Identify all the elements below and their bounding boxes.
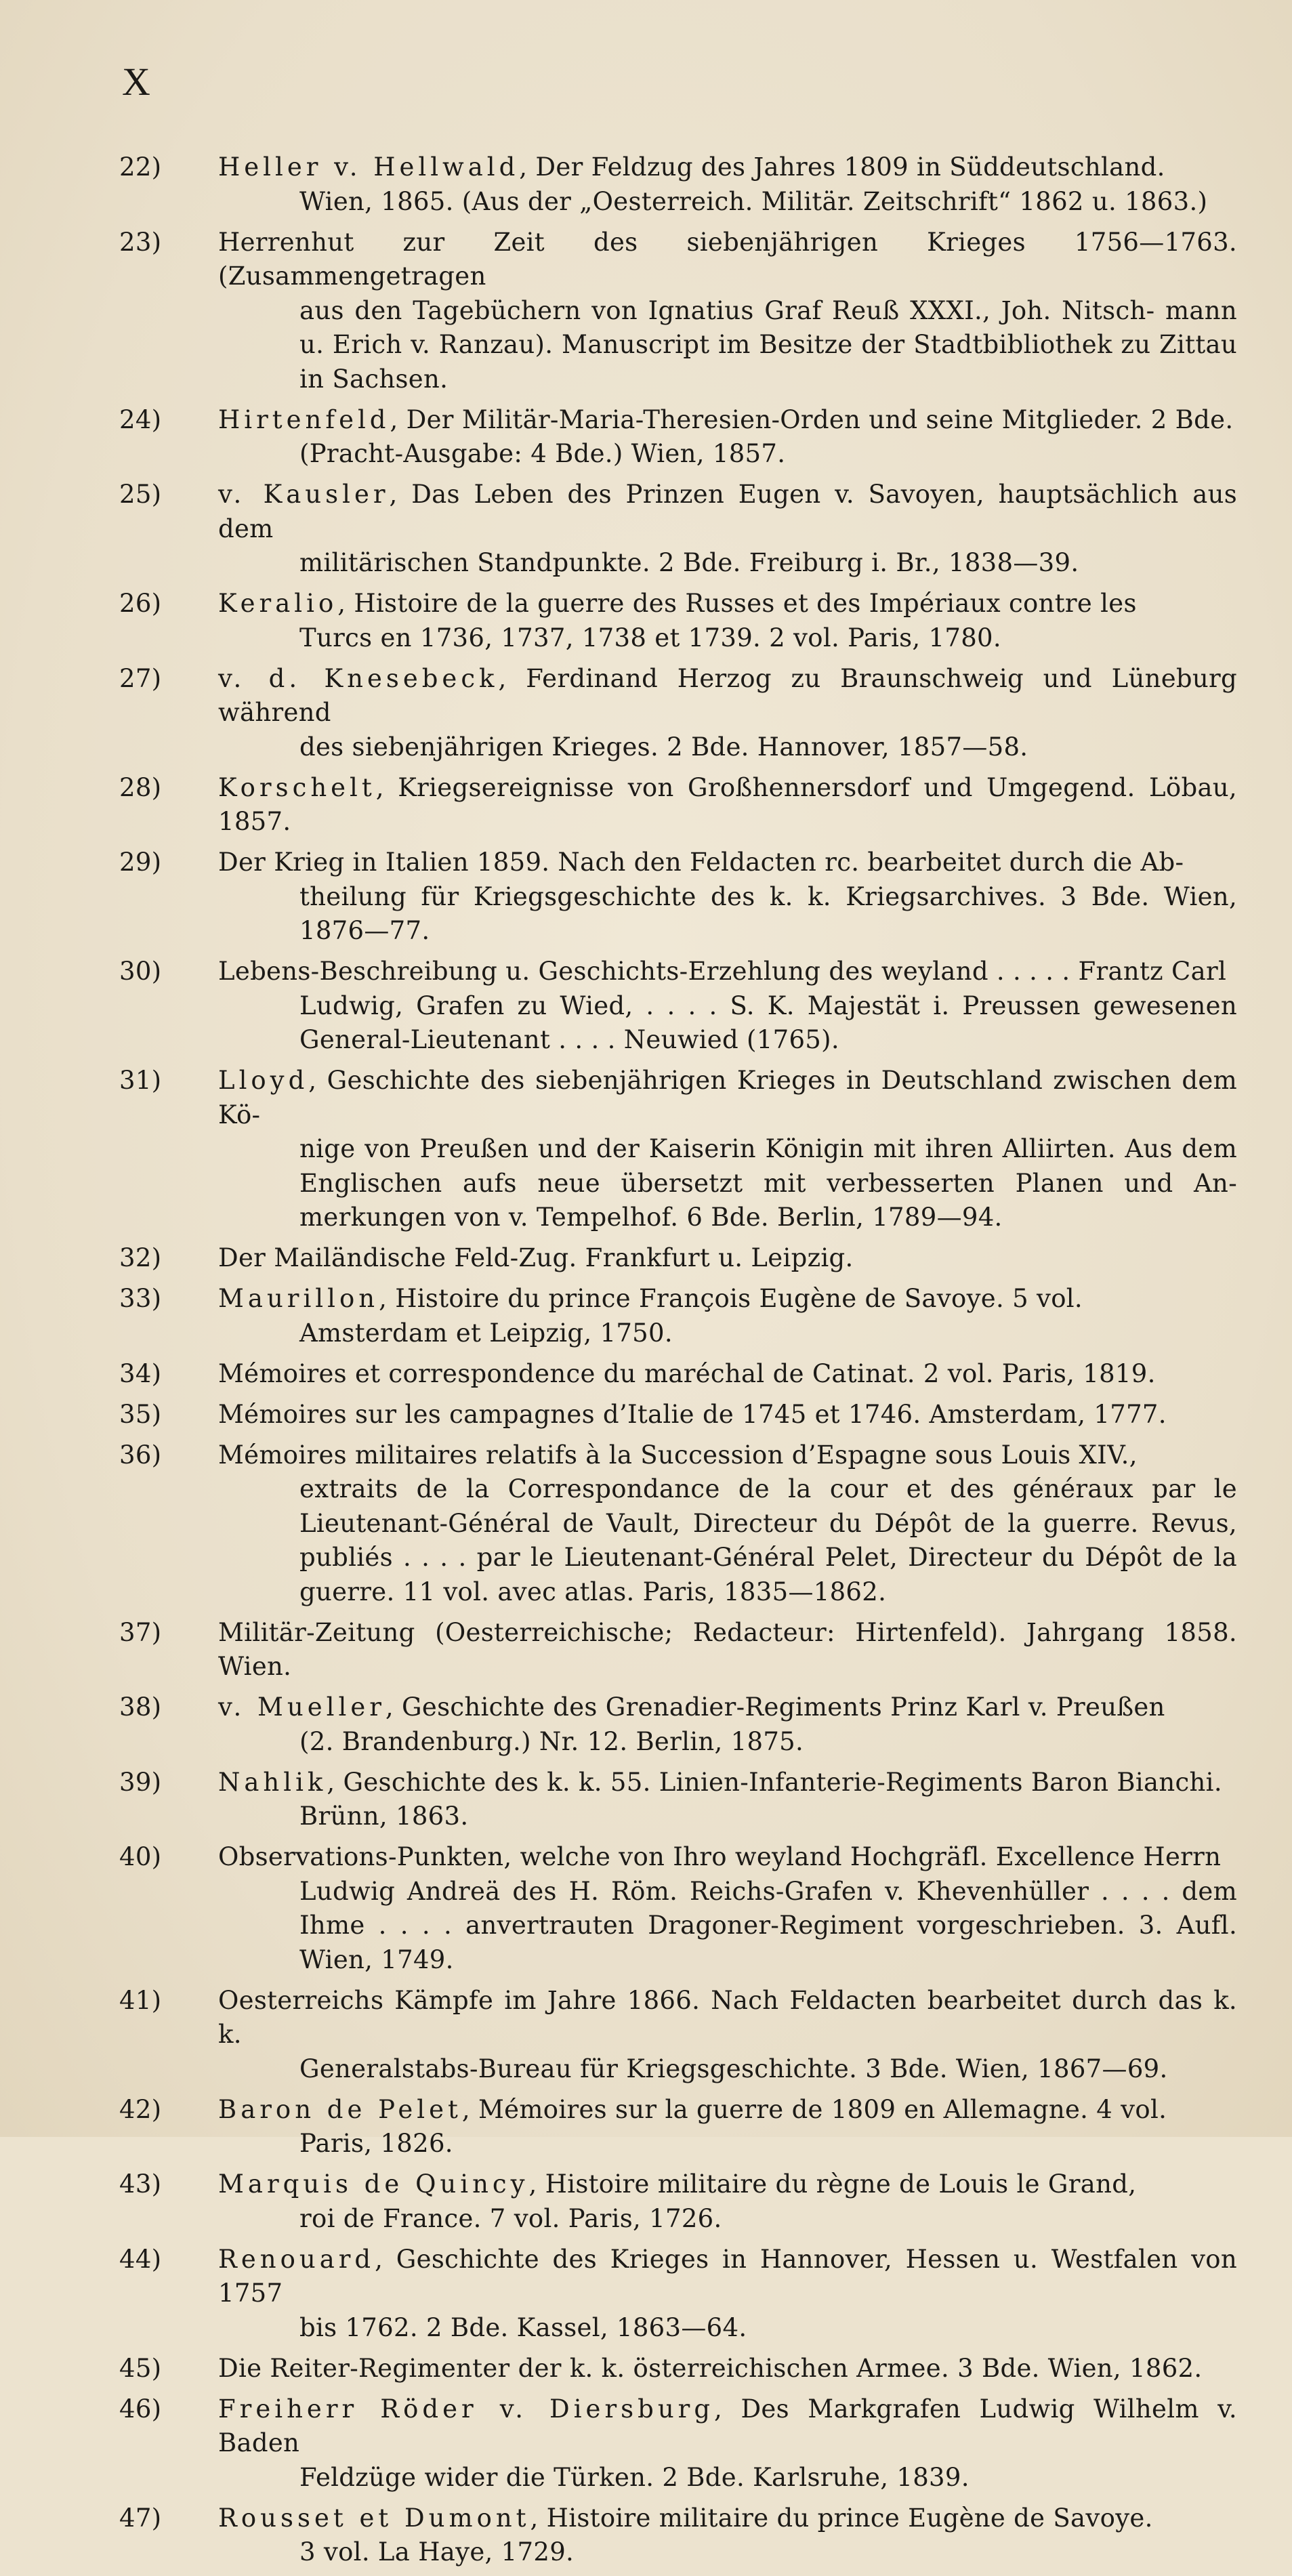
- bibliography-entry: [119, 1438, 1237, 1610]
- entry-author: v. Mueller: [218, 1692, 385, 1722]
- entry-continuation: Wien, 1865. (Aus der „Oesterreich. Militär. Zeitschrift“ 1862 u. 1863.): [299, 186, 1208, 216]
- entry-continuation: Ludwig, Grafen zu Wied, . . . . S. K. Majestät i. Preussen gewesenen General-Lieutenant . . . . Neuwied (1765).: [299, 991, 1237, 1054]
- bibliography-entry: [119, 771, 1237, 839]
- entry-number: 44): [119, 2244, 162, 2274]
- bibliography-entry: [119, 1766, 1237, 1834]
- entry-number: 31): [119, 1066, 162, 1095]
- entry-author: v. d. Knesebeck: [218, 663, 499, 693]
- entry-title: Die Reiter-Regimenter der k. k. österreichischen Armee. 3 Bde. Wien, 1862.: [218, 2353, 1203, 2383]
- page-number: X: [122, 60, 152, 104]
- entry-title: , Geschichte des Krieges in Hannover, Hessen u. Westfalen von 1757: [218, 2244, 1237, 2308]
- entry-title: , Kriegsereignisse von Großhennersdorf und Umgegend. Löbau, 1857.: [218, 772, 1237, 836]
- entry-title: , Des Markgrafen Ludwig Wilhelm v. Baden: [218, 2394, 1237, 2457]
- entry-number: 30): [119, 957, 162, 986]
- bibliography-entry: [119, 2352, 1237, 2386]
- entry-title: Mémoires et correspondence du maréchal de Catinat. 2 vol. Paris, 1819.: [218, 1358, 1156, 1388]
- entry-title: , Geschichte des Grenadier-Regiments Prinz Karl v. Preußen: [385, 1692, 1165, 1722]
- entry-first-line: [218, 846, 1237, 880]
- entry-continuation: 3 vol. La Haye, 1729.: [299, 2537, 575, 2567]
- entry-first-line: [218, 1984, 1237, 2052]
- entry-continuation: extraits de la Correspondance de la cour et des généraux par le Lieutenant-Général de Vault, Directeur du Dépôt de la guerre. Revus, publiés . . . . par le Lieutenant-Général Pelet, Directeur du Dépôt de la guerre. 11 vol. avec atlas. Paris, 1835—1862.: [299, 1474, 1237, 1606]
- entry-continuation: roi de France. 7 vol. Paris, 1726.: [299, 2203, 722, 2233]
- bibliography-entry: [119, 1616, 1237, 1684]
- entry-first-line: [218, 771, 1237, 839]
- bibliography-entry: [119, 1398, 1237, 1432]
- entry-first-line: [218, 1616, 1237, 1684]
- entry-number: 35): [119, 1399, 162, 1429]
- entry-author: v. Kausler: [218, 480, 390, 509]
- entry-number: 45): [119, 2353, 162, 2383]
- entry-number: 33): [119, 1284, 162, 1313]
- entry-title: , Der Feldzug des Jahres 1809 in Süddeutschland.: [519, 152, 1165, 182]
- entry-number: 22): [119, 152, 162, 182]
- entry-first-line: [218, 1840, 1237, 1875]
- bibliography-entry: [119, 1984, 1237, 2087]
- entry-title: , Ferdinand Herzog zu Braunschweig und Lüneburg während: [218, 663, 1237, 727]
- entry-author: Marquis de Quincy: [218, 2169, 529, 2199]
- entry-title: Mémoires militaires relatifs à la Succession d’Espagne sous Louis XIV.,: [218, 1440, 1138, 1470]
- bibliography-entry: [119, 2501, 1237, 2570]
- entry-number: 32): [119, 1243, 162, 1272]
- entry-number: 47): [119, 2503, 162, 2533]
- bibliography-entry: [119, 2392, 1237, 2495]
- entry-number: 29): [119, 848, 162, 877]
- bibliography-entry: [119, 1282, 1237, 1350]
- entry-first-line: [218, 403, 1237, 438]
- entry-continuation: Generalstabs-Bureau für Kriegsgeschichte. 3 Bde. Wien, 1867—69.: [299, 2054, 1168, 2083]
- entry-author: Maurillon: [218, 1284, 379, 1313]
- entry-first-line: [218, 1241, 1237, 1276]
- entry-title: , Histoire militaire du règne de Louis le Grand,: [528, 2169, 1137, 2199]
- entry-number: 46): [119, 2394, 162, 2424]
- entry-title: , Der Militär-Maria-Theresien-Orden und seine Mitglieder. 2 Bde.: [390, 404, 1234, 434]
- entry-number: 27): [119, 663, 162, 693]
- entry-number: 39): [119, 1767, 162, 1797]
- entry-continuation: Brünn, 1863.: [299, 1802, 469, 1831]
- entry-title: Mémoires sur les campagnes d’Italie de 1745 et 1746. Amsterdam, 1777.: [218, 1399, 1167, 1429]
- entry-title: Oesterreichs Kämpfe im Jahre 1866. Nach Feldacten bearbeitet durch das k. k.: [218, 1985, 1237, 2049]
- entry-first-line: [218, 2167, 1237, 2202]
- entry-title: , Histoire du prince François Eugène de Savoye. 5 vol.: [379, 1284, 1083, 1313]
- entry-author: Nahlik: [218, 1767, 327, 1797]
- entry-number: 42): [119, 2094, 162, 2124]
- bibliography-entry: [119, 150, 1237, 219]
- entry-author: Baron de Pelet: [218, 2094, 462, 2124]
- bibliography-entry: [119, 662, 1237, 765]
- entry-first-line: [218, 2392, 1237, 2461]
- entry-title: , Histoire de la guerre des Russes et des Impériaux contre les: [337, 589, 1137, 618]
- entry-first-line: [218, 226, 1237, 294]
- entry-author: Rousset et Dumont: [218, 2503, 530, 2533]
- bibliography-entry: [119, 226, 1237, 397]
- entry-continuation: militärischen Standpunkte. 2 Bde. Freiburg i. Br., 1838—39.: [299, 548, 1079, 577]
- entry-first-line: [218, 2093, 1237, 2127]
- entry-author: Korschelt: [218, 772, 376, 802]
- entry-continuation: des siebenjährigen Krieges. 2 Bde. Hannover, 1857—58.: [299, 732, 1028, 762]
- entry-first-line: [218, 150, 1237, 185]
- entry-continuation: bis 1762. 2 Bde. Kassel, 1863—64.: [299, 2312, 747, 2342]
- entry-continuation: Amsterdam et Leipzig, 1750.: [299, 1318, 673, 1348]
- bibliography-entry: [119, 1840, 1237, 1977]
- bibliography-entry: [119, 2167, 1237, 2236]
- entry-title: , Das Leben des Prinzen Eugen v. Savoyen, hauptsächlich aus dem: [218, 480, 1237, 543]
- entry-first-line: [218, 1357, 1237, 1392]
- entry-author: Hirtenfeld: [218, 404, 390, 434]
- bibliography-entry: [119, 403, 1237, 472]
- entry-continuation: (2. Brandenburg.) Nr. 12. Berlin, 1875.: [299, 1726, 804, 1756]
- entry-continuation: Paris, 1826.: [299, 2129, 453, 2158]
- entry-number: 28): [119, 772, 162, 802]
- entry-first-line: [218, 662, 1237, 730]
- bibliography-entry: [119, 478, 1237, 581]
- entry-continuation: aus den Tagebüchern von Ignatius Graf Reuß XXXI., Joh. Nitsch- mann u. Erich v. Ranzau). Manuscript im Besitze der Stadtbibliothek zu Zittau in Sachsen.: [299, 295, 1237, 394]
- entry-first-line: [218, 587, 1237, 621]
- entry-number: 26): [119, 589, 162, 618]
- entry-first-line: [218, 955, 1237, 989]
- entry-first-line: [218, 1064, 1237, 1132]
- entry-continuation: (Pracht-Ausgabe: 4 Bde.) Wien, 1857.: [299, 439, 786, 468]
- entry-author: Renouard: [218, 2244, 375, 2274]
- entry-author: Keralio: [218, 589, 338, 618]
- bibliography-list: [119, 150, 1237, 2576]
- entry-number: 40): [119, 1842, 162, 1871]
- entry-first-line: [218, 1438, 1237, 1473]
- entry-first-line: [218, 1690, 1237, 1725]
- entry-first-line: [218, 1766, 1237, 1800]
- entry-continuation: Ludwig Andreä des H. Röm. Reichs-Grafen v. Khevenhüller . . . . dem Ihme . . . . anvertrauten Dragoner-Regiment vorgeschrieben. 3. Aufl. Wien, 1749.: [299, 1876, 1237, 1974]
- entry-title: Herrenhut zur Zeit des siebenjährigen Krieges 1756—1763. (Zusammengetragen: [218, 227, 1237, 291]
- entry-author: Lloyd: [218, 1066, 309, 1095]
- entry-continuation: Feldzüge wider die Türken. 2 Bde. Karlsruhe, 1839.: [299, 2462, 970, 2492]
- bibliography-entry: [119, 955, 1237, 1058]
- bibliography-entry: [119, 2243, 1237, 2346]
- bibliography-entry: [119, 1064, 1237, 1235]
- bibliography-entry: [119, 587, 1237, 655]
- entry-first-line: [218, 1282, 1237, 1316]
- entry-number: 25): [119, 480, 162, 509]
- bibliography-entry: [119, 846, 1237, 949]
- entry-number: 38): [119, 1692, 162, 1722]
- entry-number: 41): [119, 1985, 162, 2015]
- entry-title: , Histoire militaire du prince Eugène de Savoye.: [530, 2503, 1153, 2533]
- entry-first-line: [218, 2501, 1237, 2536]
- entry-first-line: [218, 478, 1237, 546]
- entry-title: Der Krieg in Italien 1859. Nach den Feldacten rc. bearbeitet durch die Ab-: [218, 848, 1184, 877]
- entry-title: , Mémoires sur la guerre de 1809 en Allemagne. 4 vol.: [461, 2094, 1167, 2124]
- bibliography-entry: [119, 1241, 1237, 1276]
- entry-first-line: [218, 1398, 1237, 1432]
- entry-number: 43): [119, 2169, 162, 2199]
- entry-continuation: Turcs en 1736, 1737, 1738 et 1739. 2 vol. Paris, 1780.: [299, 623, 1001, 652]
- entry-first-line: [218, 2243, 1237, 2311]
- entry-number: 34): [119, 1358, 162, 1388]
- entry-number: 36): [119, 1440, 162, 1470]
- entry-title: , Geschichte des siebenjährigen Krieges in Deutschland zwischen dem Kö-: [218, 1066, 1237, 1129]
- entry-number: 37): [119, 1617, 162, 1647]
- entry-number: 24): [119, 404, 162, 434]
- entry-title: Lebens-Beschreibung u. Geschichts-Erzehlung des weyland . . . . . Frantz Carl: [218, 957, 1227, 986]
- entry-title: Militär-Zeitung (Oesterreichische; Redacteur: Hirtenfeld). Jahrgang 1858. Wien.: [218, 1617, 1237, 1681]
- entry-title: , Geschichte des k. k. 55. Linien-Infanterie-Regiments Baron Bianchi.: [327, 1767, 1222, 1797]
- entry-continuation: theilung für Kriegsgeschichte des k. k. Kriegsarchives. 3 Bde. Wien, 1876—77.: [299, 881, 1237, 945]
- entry-title: Der Mailändische Feld-Zug. Frankfurt u. Leipzig.: [218, 1243, 854, 1272]
- bibliography-entry: [119, 2093, 1237, 2161]
- entry-first-line: [218, 2352, 1237, 2386]
- entry-title: Observations-Punkten, welche von Ihro weyland Hochgräfl. Excellence Herrn: [218, 1842, 1222, 1871]
- entry-continuation: nige von Preußen und der Kaiserin Königin mit ihren Alliirten. Aus dem Englischen aufs neue übersetzt mit verbesserten Planen und An- merkungen von v. Tempelhof. 6 Bde. Berlin, 1789—94.: [299, 1134, 1237, 1232]
- bibliography-entry: [119, 1357, 1237, 1392]
- entry-author: Heller v. Hellwald: [218, 152, 520, 182]
- bibliography-entry: [119, 1690, 1237, 1759]
- entry-number: 23): [119, 227, 162, 257]
- entry-author: Freiherr Röder v. Diersburg: [218, 2394, 715, 2424]
